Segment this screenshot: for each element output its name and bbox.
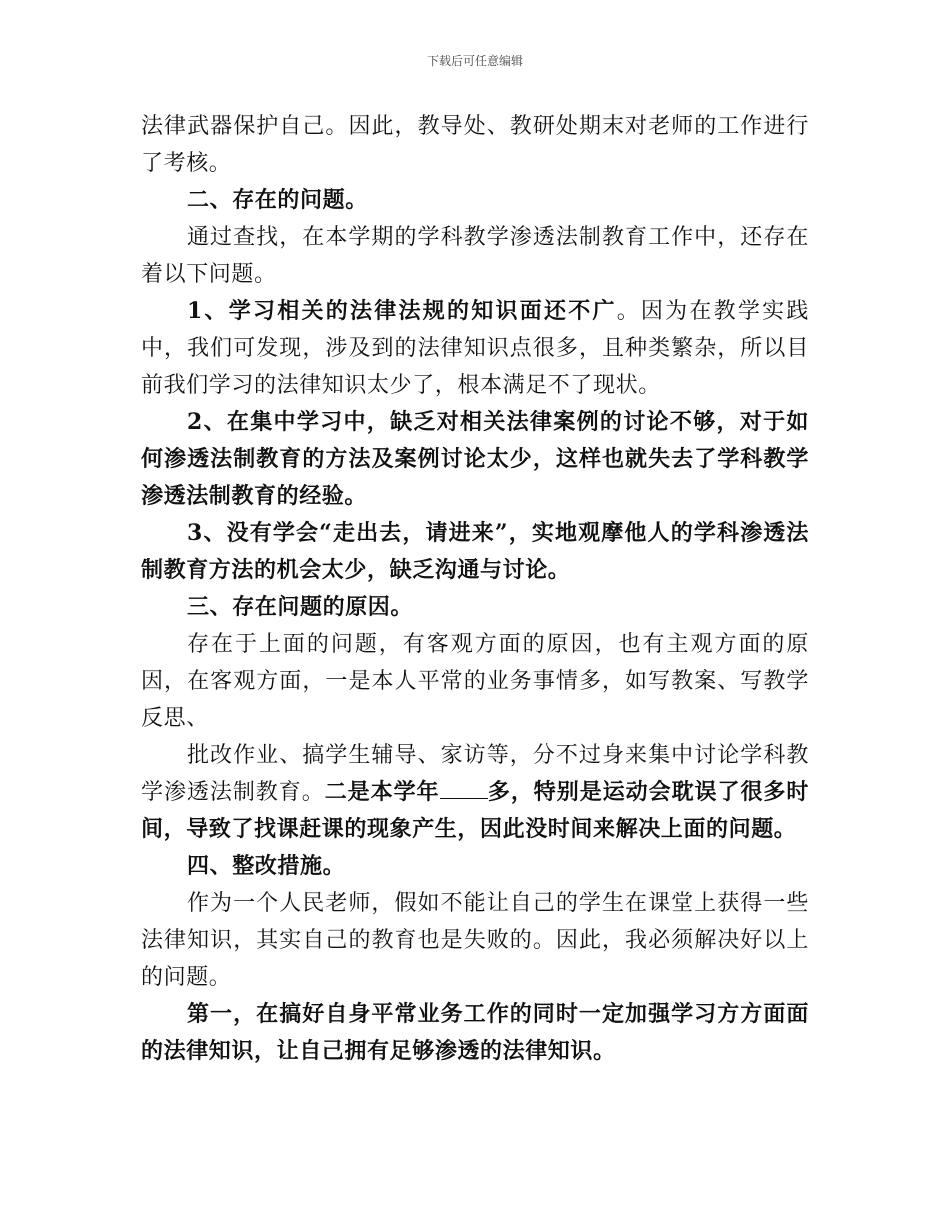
page-header: 下载后可任意编辑: [426, 54, 523, 68]
heading-causes: 三、存在问题的原因。: [187, 594, 414, 620]
problem-1-rest: 。因为在教学实践中，我们可发现，涉及到的法律知识点很多，且种类繁杂，所以目前我们学习的法律知识太少了，根本满足不了现状。: [141, 299, 809, 398]
heading-problems: 二、存在的问题。: [187, 187, 368, 213]
document-body: [141, 108, 809, 1070]
causes-2-bold-before: 二是本学年: [324, 779, 440, 805]
paragraph-measures-2: 第一，在搞好自身平常业务工作的同时一定加强学习方方面面的法律知识，让自己拥有足够渗透的法律知识。: [141, 1001, 809, 1064]
paragraph-problem-1: [141, 293, 809, 404]
paragraph-problem-3: 3、没有学会“走出去，请进来”，实地观摩他人的学科渗透法制教育方法的机会太少，缺乏沟通与讨论。: [141, 520, 809, 583]
paragraph-measures-1: 作为一个人民老师，假如不能让自己的学生在课堂上获得一些法律知识，其实自己的教育也是失败的。因此，我必须解决好以上的问题。: [141, 891, 809, 990]
causes-2-normal: 批改作业、搞学生辅导、家访等，分不过身来集中讨论学科教学渗透法制教育。: [141, 743, 809, 805]
paragraph-causes-2: [141, 737, 809, 848]
paragraph-2: 通过查找，在本学期的学科教学渗透法制教育工作中，还存在着以下问题。: [141, 225, 809, 287]
paragraph-problem-2: 2、在集中学习中，缺乏对相关法律案例的讨论不够，对于如何渗透法制教育的方法及案例讨论太少，这样也就失去了学科教学渗透法制教育的经验。: [141, 409, 809, 509]
problem-1-lead: 1、学习相关的法律法规的知识面还不广: [187, 298, 617, 324]
blank-underline: [440, 780, 488, 799]
paragraph-causes-1: 存在于上面的问题，有客观方面的原因，也有主观方面的原因，在客观方面，一是本人平常的业务事情多，如写教案、写教学反思、: [141, 632, 809, 731]
paragraph-1: 法律武器保护自己。因此，教导处、教研处期末对老师的工作进行了考核。: [141, 114, 809, 176]
causes-2-bold-after: 多，特别是运动会耽误了很多时间，导致了找课赶课的现象产生，因此没时间来解决上面的问题。: [141, 779, 809, 842]
heading-measures: 四、整改措施。: [187, 853, 346, 879]
